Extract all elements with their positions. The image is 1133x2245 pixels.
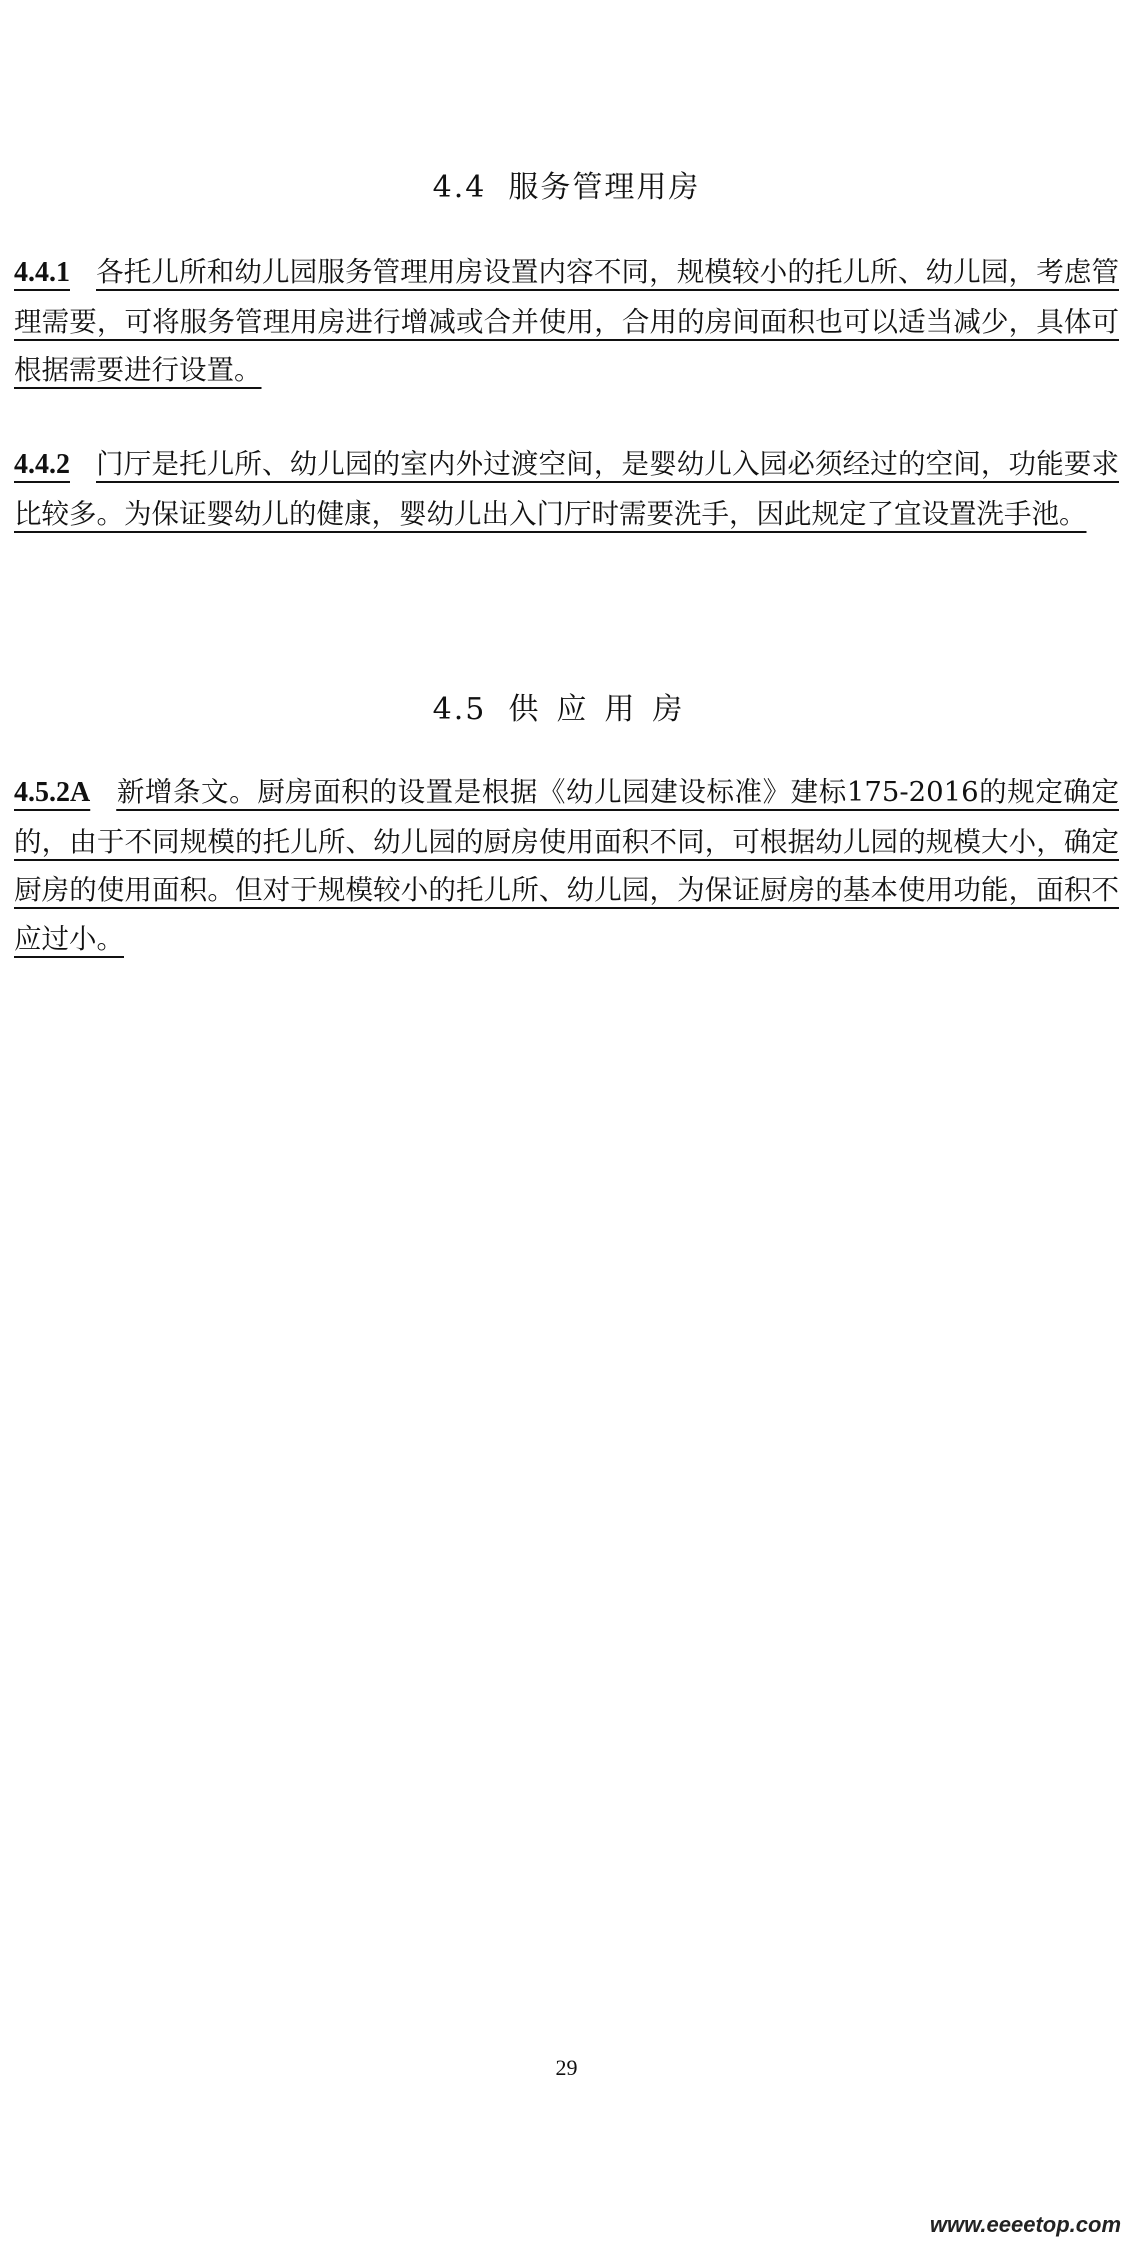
section-title: 供应用房: [508, 692, 701, 727]
section-title: 服务管理用房: [508, 170, 701, 205]
section-number: 4.4: [432, 170, 487, 205]
watermark: www.eeeetop.com: [929, 2212, 1121, 2237]
clause-number: 4.4.2: [14, 449, 70, 480]
clause-number: 4.5.2A: [14, 777, 91, 808]
clause-4-5-2a: [14, 768, 1119, 963]
section-heading-4-4: [0, 168, 1133, 208]
clause-text: 各托儿所和幼儿园服务管理用房设置内容不同，规模较小的托儿所、幼儿园，考虑管理需要，可将服务管理用房进行增减或合并使用，合用的房间面积也可以适当减少，具体可根据需要进行设置。: [14, 256, 1119, 386]
page-number: 29: [555, 2055, 578, 2080]
clause-text: 门厅是托儿所、幼儿园的室内外过渡空间，是婴幼儿入园必须经过的空间，功能要求比较多。为保证婴幼儿的健康，婴幼儿出入门厅时需要洗手，因此规定了宜设置洗手池。: [14, 448, 1119, 530]
clause-4-4-1: [14, 248, 1119, 395]
clause-number: 4.4.1: [14, 257, 70, 288]
section-heading-4-5: [0, 690, 1133, 730]
clause-text: 新增条文。厨房面积的设置是根据《幼儿园建设标准》建标175-2016的规定确定的，由于不同规模的托儿所、幼儿园的厨房使用面积不同，可根据幼儿园的规模大小，确定厨房的使用面积。但对于规模较小的托儿所、幼儿园，为保证厨房的基本使用功能，面积不应过小。: [14, 776, 1119, 955]
section-number: 4.5: [432, 692, 487, 727]
clause-4-4-2: [14, 440, 1119, 538]
